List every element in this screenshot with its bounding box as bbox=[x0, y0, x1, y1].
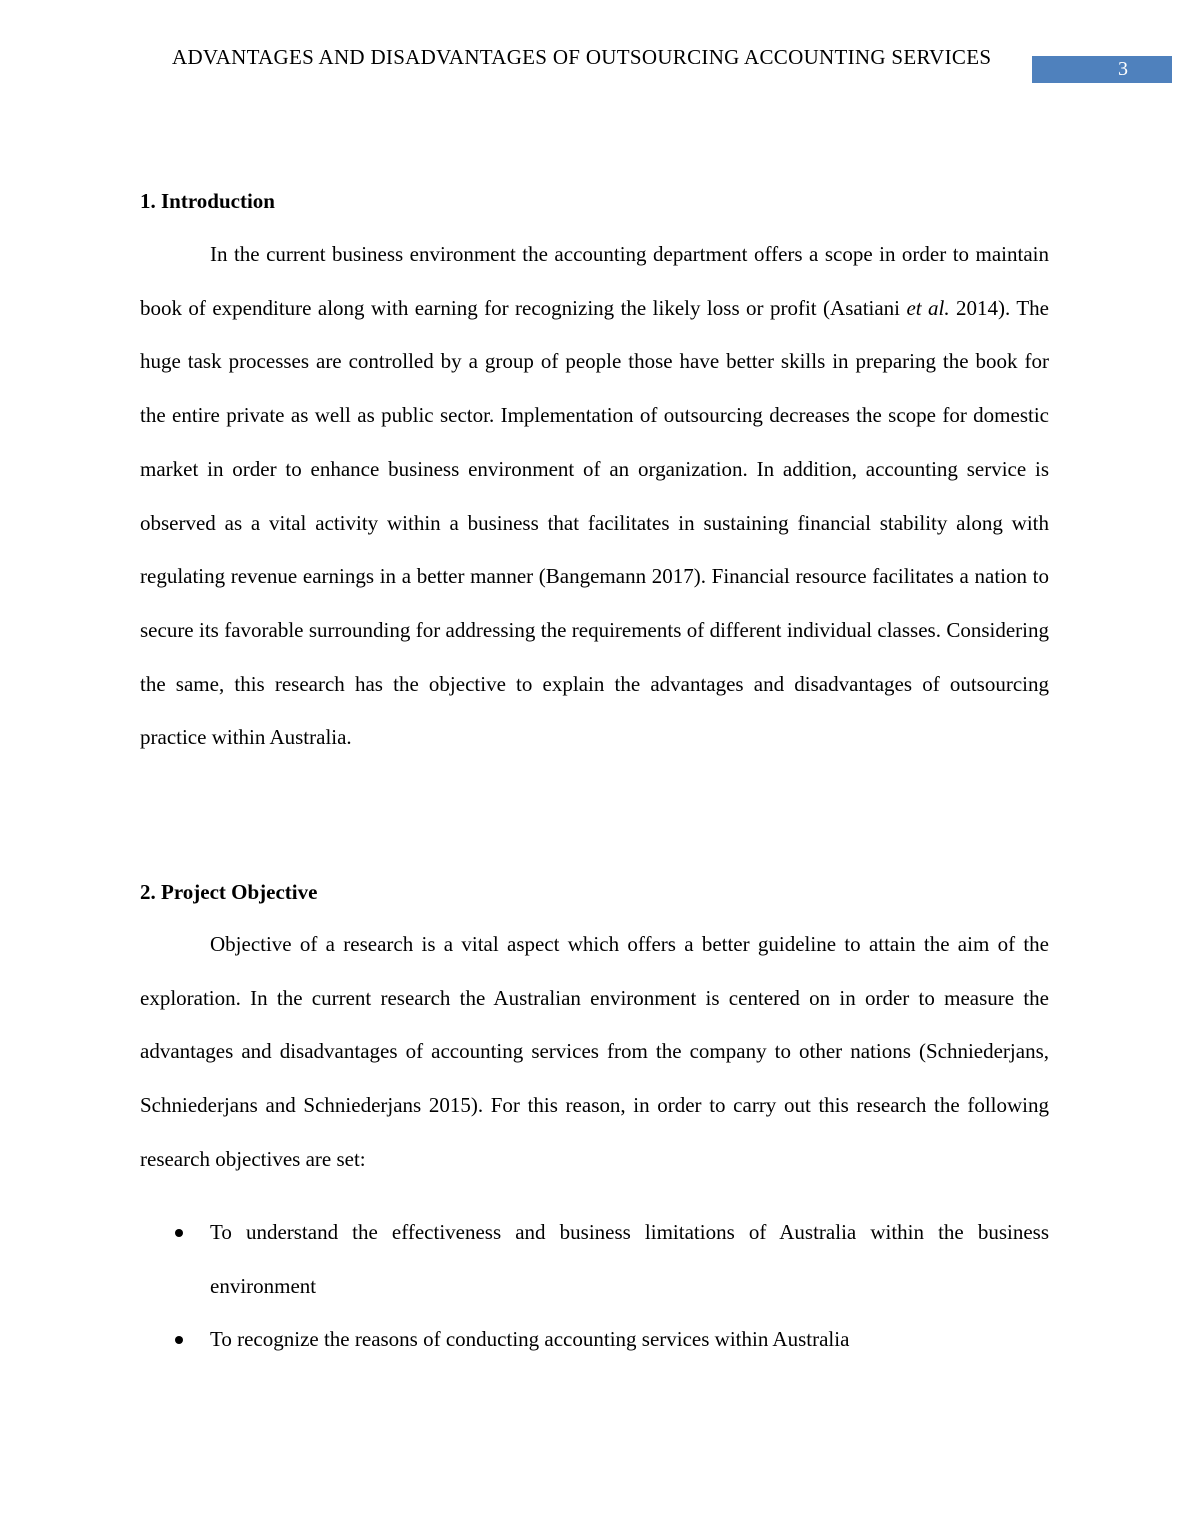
objectives-list bbox=[140, 1206, 1049, 1367]
introduction-text-part1: In the current business environment the accounting department offers a scope in order to maintain book of expenditure along with earning for recognizing the likely loss or profit (Asatiani bbox=[140, 242, 1049, 320]
introduction-paragraph bbox=[140, 228, 1049, 765]
introduction-text-part2: 2014). The huge task processes are controlled by a group of people those have better skills in preparing the book for the entire private as well as public sector. Implementation of outsourcing decreases the scope for domestic market in order to enhance business environment of an organization. In addition, accounting service is observed as a vital activity within a business that facilitates in sustaining financial stability along with regulating revenue earnings in a better manner (Bangemann 2017). Financial resource facilitates a nation to secure its favorable surrounding for addressing the requirements of different individual classes. Considering the same, this research has the objective to explain the advantages and disadvantages of outsourcing practice within Australia. bbox=[140, 295, 1049, 750]
bullet-icon bbox=[175, 1336, 183, 1344]
introduction-text-italic: et al. bbox=[906, 295, 950, 320]
section-heading-introduction: 1. Introduction bbox=[140, 189, 275, 213]
project-objective-paragraph: Objective of a research is a vital aspect which offers a better guideline to attain the aim of the exploration. In the current research the Australian environment is centered on in order to measure the advantages and disadvantages of accounting services from the company to other nations (Schniederjans, Schniederjans and Schniederjans 2015). For this reason, in order to carry out this research the following research objectives are set: bbox=[140, 932, 1049, 1171]
list-item bbox=[140, 1206, 1049, 1313]
list-item bbox=[140, 1313, 1049, 1367]
section-heading-project-objective: 2. Project Objective bbox=[140, 880, 318, 904]
running-header-title: ADVANTAGES AND DISADVANTAGES OF OUTSOURCING ACCOUNTING SERVICES bbox=[172, 45, 992, 69]
list-item-text: To recognize the reasons of conducting accounting services within Australia bbox=[210, 1327, 850, 1352]
page-number-badge: 3 bbox=[1032, 56, 1172, 83]
list-item-text: To understand the effectiveness and business limitations of Australia within the business environment bbox=[210, 1220, 1049, 1298]
bullet-icon bbox=[175, 1229, 183, 1237]
